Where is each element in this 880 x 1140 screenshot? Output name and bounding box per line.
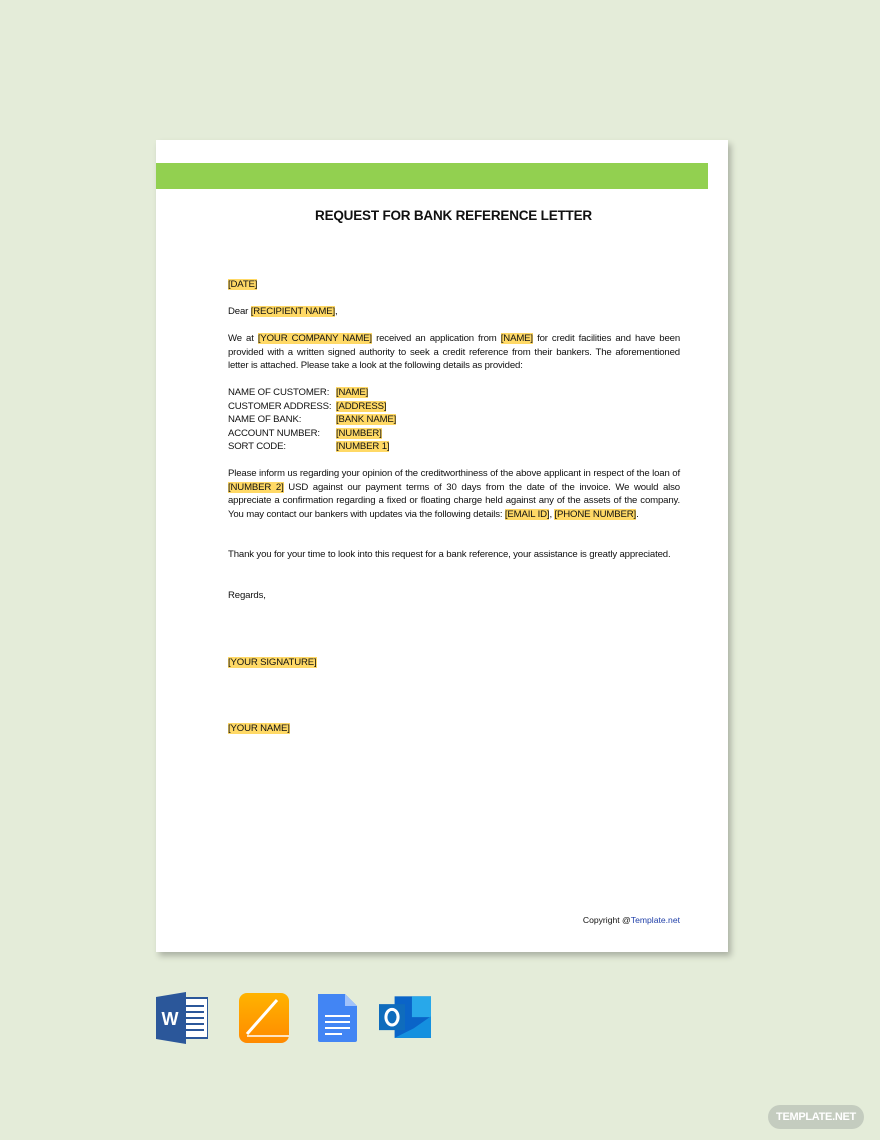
detail-label: ACCOUNT NUMBER: [228, 427, 320, 439]
p2-end: . [636, 508, 639, 520]
copyright-text: Copyright @ [582, 915, 631, 925]
detail-label: NAME OF CUSTOMER: [228, 387, 330, 398]
paragraph-1 [228, 332, 680, 373]
details-table [228, 386, 680, 454]
name-placeholder: [NAME] [500, 333, 533, 344]
p1-b: received an application from [376, 333, 497, 344]
detail-row [228, 427, 680, 441]
name-line [228, 722, 680, 736]
svg-text:W: W [161, 1009, 179, 1029]
detail-value: [NUMBER 1] [336, 441, 390, 452]
dear-text: Dear [228, 306, 249, 317]
regards: Regards, [228, 590, 266, 601]
paragraph-2 [228, 467, 680, 521]
signature-line [228, 656, 680, 670]
phone-placeholder: [PHONE NUMBER] [554, 508, 637, 520]
detail-value: [ADDRESS] [336, 400, 387, 412]
detail-value: [NAME] [336, 387, 369, 398]
salutation: Dear [RECIPIENT NAME], [228, 306, 338, 317]
date-line [228, 278, 680, 292]
company-placeholder: [YOUR COMPANY NAME] [257, 333, 372, 344]
p1-a: We at [228, 333, 254, 344]
detail-value: [NUMBER] [336, 427, 382, 439]
detail-label: CUSTOMER ADDRESS: [228, 400, 332, 412]
p2-b: USD against our payment terms of 30 days from the date of the invoice. We would also appreciate a confirmation regarding a fixed or floating charge held against any of the assets of the company. You may contact our bankers with updates via the following details: [228, 481, 680, 520]
detail-label: SORT CODE: [228, 441, 286, 452]
detail-row [228, 413, 680, 427]
p2-sep: , [549, 508, 552, 520]
recipient-placeholder: [RECIPIENT NAME] [250, 306, 336, 317]
detail-row [228, 400, 680, 414]
copyright-link[interactable]: Template.net [630, 915, 680, 925]
outlook-icon[interactable] [379, 992, 431, 1044]
detail-row [228, 386, 680, 400]
detail-row [228, 440, 680, 454]
date-placeholder: [DATE] [228, 279, 258, 290]
paragraph-3: Thank you for your time to look into this request for a bank reference, your assistance is greatly appreciated. [228, 549, 671, 560]
signature-placeholder: [YOUR SIGNATURE] [228, 657, 317, 668]
p2-a: Please inform us regarding your opinion of the creditworthiness of the above applicant in respect of the loan of [228, 468, 680, 479]
email-placeholder: [EMAIL ID] [504, 508, 550, 520]
pages-icon[interactable] [239, 992, 291, 1044]
header-bar [156, 163, 708, 189]
letter-title: REQUEST FOR BANK REFERENCE LETTER [315, 208, 592, 223]
template-net-badge[interactable]: TEMPLATE.NET [768, 1105, 864, 1129]
word-icon[interactable] [156, 992, 208, 1044]
letter-page [156, 140, 728, 952]
google-docs-icon[interactable] [315, 992, 367, 1044]
detail-label: NAME OF BANK: [228, 414, 302, 425]
copyright [583, 915, 680, 925]
amount-placeholder: [NUMBER 2] [228, 481, 284, 493]
detail-value: [BANK NAME] [336, 414, 397, 425]
p1-c: for credit facilities and have been provided with a written signed authority to seek a credit reference from their bankers. The aforementioned letter is attached. Please take a look at the following details as provided: [228, 333, 681, 371]
your-name-placeholder: [YOUR NAME] [228, 723, 290, 734]
